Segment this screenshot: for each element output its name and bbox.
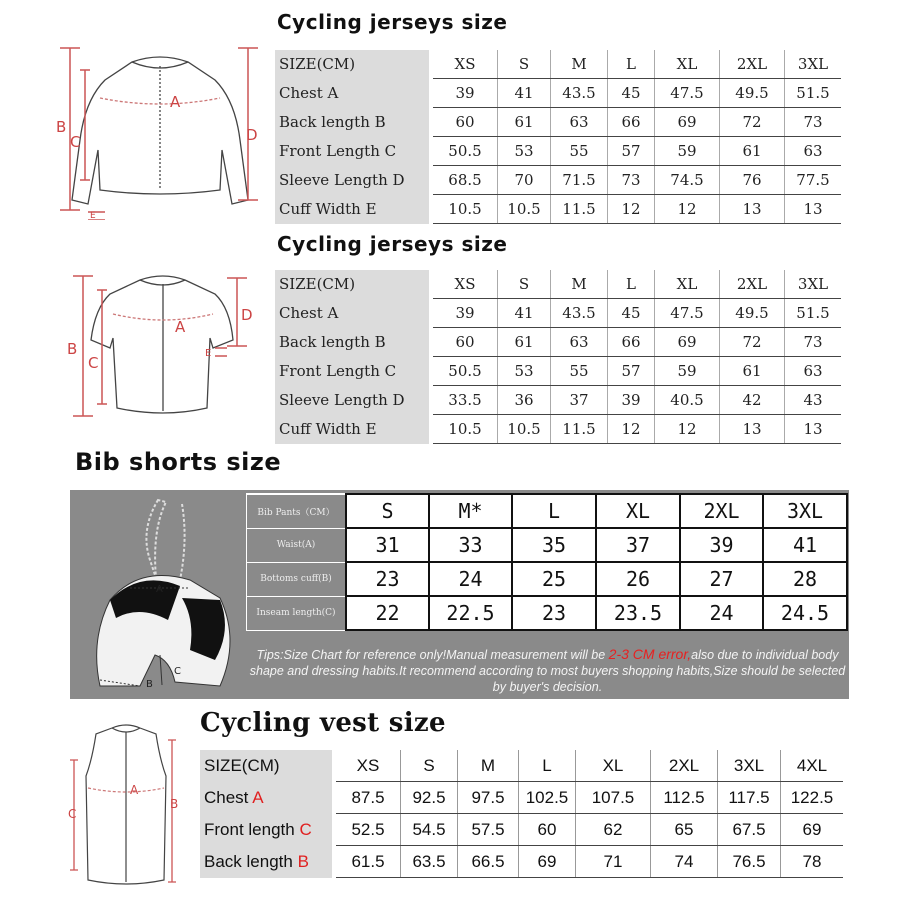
header-cell: S <box>498 50 551 79</box>
header-cell: SIZE(CM) <box>275 50 429 79</box>
header-cell: S <box>498 270 551 299</box>
diagram-label-e: E <box>90 211 96 220</box>
table-row: Inseam length(C) 22 22.5 23 23.5 24 24.5 <box>247 596 848 630</box>
header-cell: M <box>551 270 608 299</box>
header-cell: L <box>608 270 655 299</box>
jersey-short-table <box>275 270 841 444</box>
table-row: Chest A 87.5 92.5 97.5 102.5 107.5 112.5 117.5 122.5 <box>200 782 843 814</box>
header-cell: S <box>401 750 458 782</box>
table-row: Sleeve Length D 33.5 36 37 39 40.5 42 43 <box>275 386 841 415</box>
diagram-label-c: C <box>174 666 181 677</box>
table-row: Front Length C 50.5 53 55 57 59 61 63 <box>275 357 841 386</box>
vest-table <box>200 750 843 878</box>
diagram-label-d: D <box>246 126 258 144</box>
table-row: Cuff Width E 10.5 10.5 11.5 12 12 13 13 <box>275 415 841 444</box>
jersey-long-table <box>275 50 841 224</box>
diagram-label-b: B <box>146 679 153 690</box>
bib-shorts-diagram <box>70 490 246 699</box>
tips-text: Tips:Size Chart for reference only!Manual measurement will be <box>256 648 609 662</box>
header-cell: SIZE(CM) <box>200 750 332 782</box>
diagram-label-a: A <box>170 93 181 111</box>
diagram-label-e: E <box>205 348 212 359</box>
table-header-row <box>247 494 848 528</box>
table-header-row <box>275 50 841 79</box>
header-cell: XL <box>655 50 720 79</box>
table-row: Chest A 39 41 43.5 45 47.5 49.5 51.5 <box>275 299 841 328</box>
header-cell: 4XL <box>781 750 844 782</box>
header-cell: L <box>519 750 576 782</box>
table-header-row <box>200 750 843 782</box>
long-sleeve-jersey-diagram <box>50 40 275 220</box>
tips-error-highlight: 2-3 CM error, <box>608 646 692 662</box>
header-cell: 2XL <box>720 270 785 299</box>
table-row: Back length B 60 61 63 66 69 72 73 <box>275 108 841 137</box>
diagram-label-b: B <box>170 797 179 811</box>
diagram-label-c: C <box>68 807 77 821</box>
header-cell: M* <box>429 494 512 528</box>
header-cell: 3XL <box>785 270 842 299</box>
table-row: Front Length C 50.5 53 55 57 59 61 63 <box>275 137 841 166</box>
header-cell: XL <box>655 270 720 299</box>
table-row: Bottoms cuff(B) 23 24 25 26 27 28 <box>247 562 848 596</box>
header-cell: L <box>512 494 596 528</box>
header-cell: SIZE(CM) <box>275 270 429 299</box>
jersey-long-title: Cycling jerseys size <box>277 10 508 34</box>
header-cell: 2XL <box>651 750 718 782</box>
header-cell: Bib Pants（CM） <box>247 494 347 528</box>
header-cell: L <box>608 50 655 79</box>
header-cell: XS <box>433 50 498 79</box>
tips-text-rest: also due to individual body shape and dressing habits.It recommend according to most buyers shopping habits,Size should be selected by buyer's decision. <box>249 648 846 694</box>
diagram-label-b: B <box>67 340 78 358</box>
diagram-label-a: A <box>175 318 186 336</box>
vest-title: Cycling vest size <box>200 708 446 738</box>
header-cell: XS <box>336 750 401 782</box>
bib-table <box>246 493 848 631</box>
bib-title: Bib shorts size <box>75 448 282 476</box>
table-row: Front length C 52.5 54.5 57.5 60 62 65 67.5 69 <box>200 814 843 846</box>
diagram-label-a: A <box>156 584 163 595</box>
table-row: Cuff Width E 10.5 10.5 11.5 12 12 13 13 <box>275 195 841 224</box>
table-row: Chest A 39 41 43.5 45 47.5 49.5 51.5 <box>275 79 841 108</box>
table-row: Back length B 60 61 63 66 69 72 73 <box>275 328 841 357</box>
header-cell: 3XL <box>785 50 842 79</box>
header-cell: 2XL <box>680 494 763 528</box>
diagram-label-c: C <box>70 133 81 151</box>
header-cell: XL <box>596 494 680 528</box>
header-cell: S <box>346 494 429 528</box>
table-header-row <box>275 270 841 299</box>
diagram-label-c: C <box>88 354 99 372</box>
table-row: Sleeve Length D 68.5 70 71.5 73 74.5 76 77.5 <box>275 166 841 195</box>
diagram-label-d: D <box>241 306 253 324</box>
header-cell: 3XL <box>763 494 847 528</box>
header-cell: 2XL <box>720 50 785 79</box>
diagram-label-b: B <box>56 118 67 136</box>
header-cell: 3XL <box>718 750 781 782</box>
header-cell: M <box>458 750 519 782</box>
header-cell: XL <box>576 750 651 782</box>
header-cell: M <box>551 50 608 79</box>
table-row: Waist(A) 31 33 35 37 39 41 <box>247 528 848 562</box>
diagram-label-a: A <box>130 783 139 797</box>
size-tips <box>246 646 849 695</box>
vest-diagram <box>60 720 190 895</box>
table-row: Back length B 61.5 63.5 66.5 69 71 74 76.5 78 <box>200 846 843 878</box>
header-cell: XS <box>433 270 498 299</box>
short-sleeve-jersey-diagram <box>55 268 270 428</box>
jersey-short-title: Cycling jerseys size <box>277 232 508 256</box>
